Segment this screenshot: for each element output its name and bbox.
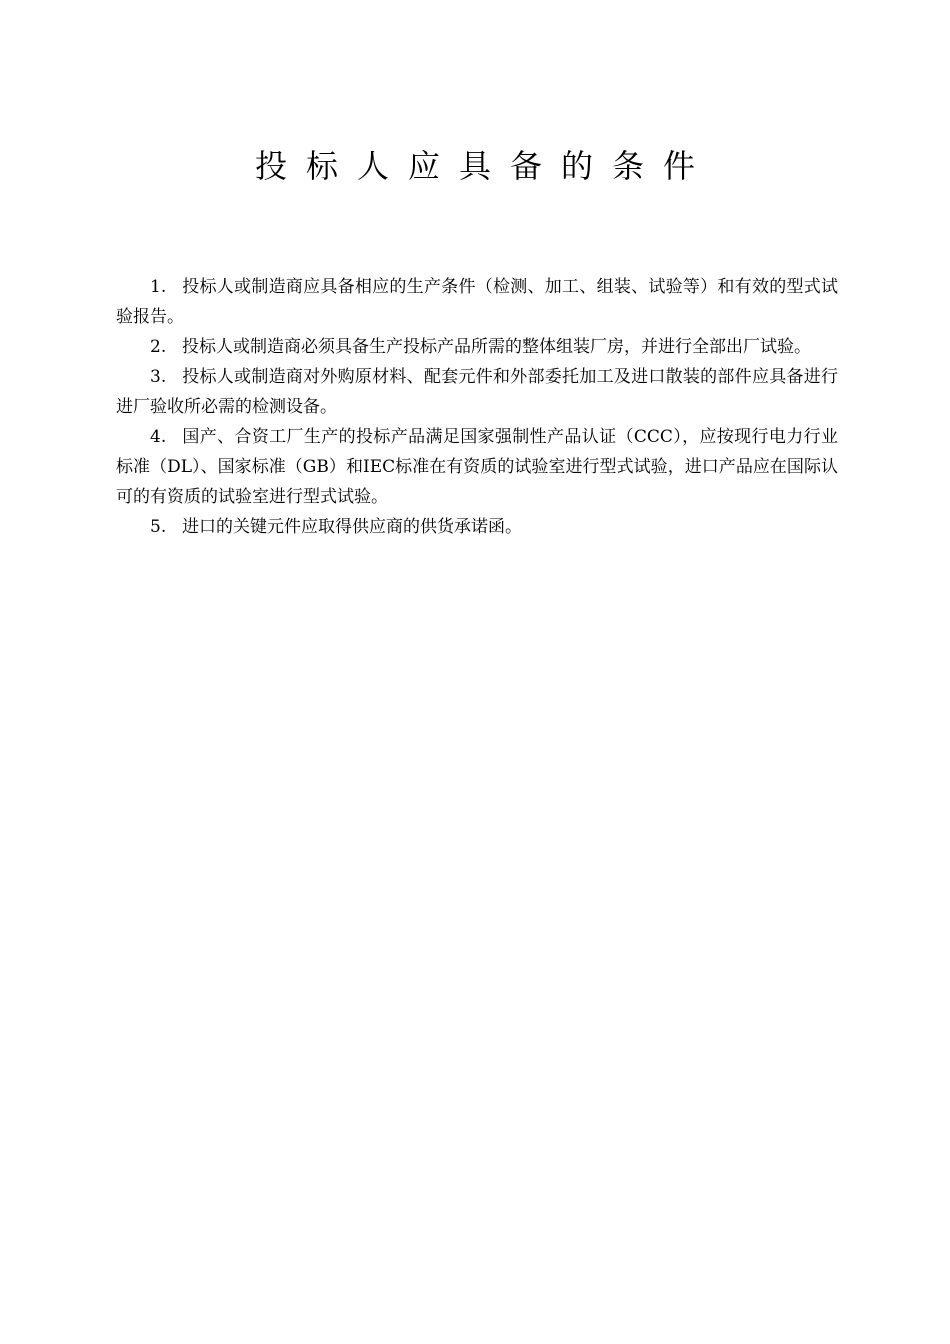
conditions-list (116, 272, 838, 542)
condition-number: 3. (150, 367, 167, 387)
condition-number: 1. (150, 277, 167, 297)
condition-number: 2. (150, 337, 167, 357)
condition-number: 5. (150, 517, 167, 537)
condition-item-1 (116, 272, 838, 332)
condition-item-2 (116, 332, 838, 362)
condition-text: 投标人或制造商对外购原材料、配套元件和外部委托加工及进口散装的部件应具备进行进厂验收所必需的检测设备。 (116, 367, 838, 417)
condition-item-3 (116, 362, 838, 422)
condition-item-5 (116, 512, 838, 542)
condition-text: 国产、合资工厂生产的投标产品满足国家强制性产品认证（CCC），应按现行电力行业标准（DL）、国家标准（GB）和IEC标准在有资质的试验室进行型式试验，进口产品应在国际认可的有资质的试验室进行型式试验。 (116, 427, 838, 507)
condition-item-4 (116, 422, 838, 512)
condition-number: 4. (150, 427, 167, 447)
condition-text: 投标人或制造商必须具备生产投标产品所需的整体组装厂房，并进行全部出厂试验。 (182, 337, 811, 357)
document-title: 投标人应具备的条件 (254, 147, 714, 185)
condition-text: 投标人或制造商应具备相应的生产条件（检测、加工、组装、试验等）和有效的型式试验报告。 (116, 277, 838, 327)
condition-text: 进口的关键元件应取得供应商的供货承诺函。 (182, 517, 522, 537)
